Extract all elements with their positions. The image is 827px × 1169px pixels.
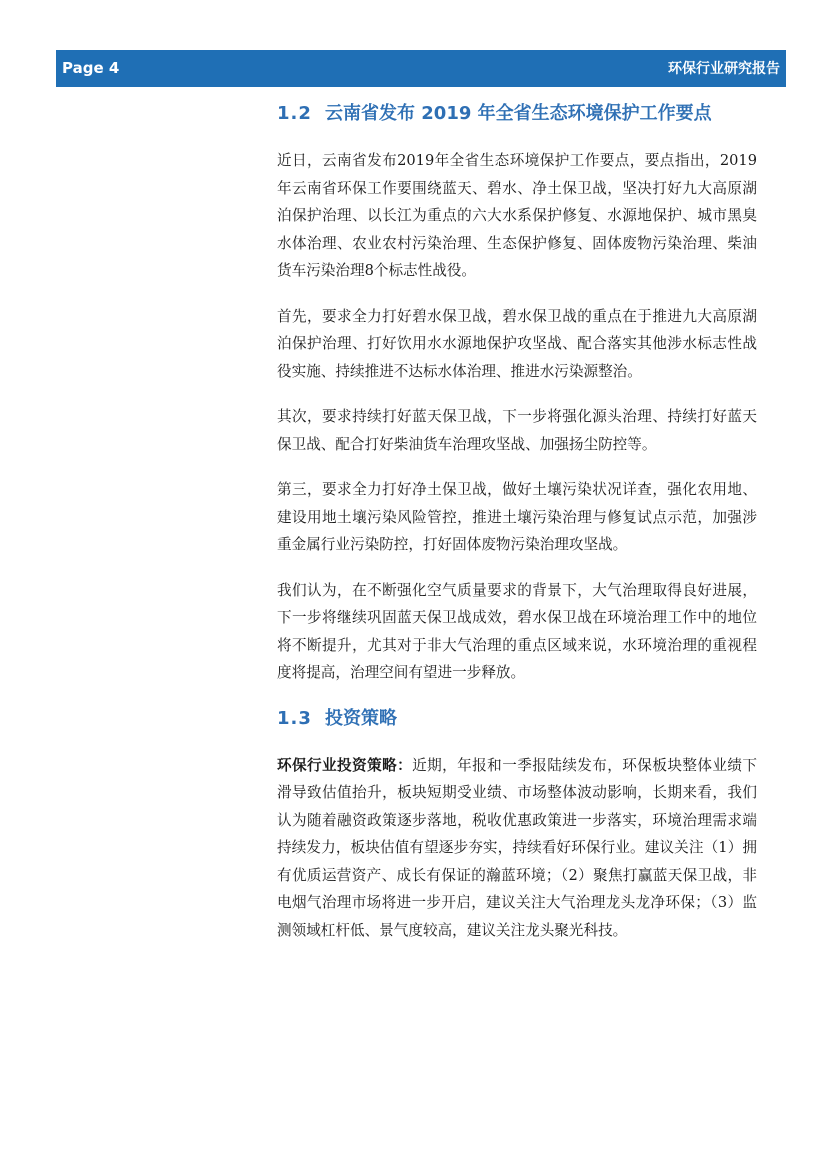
paragraph: 近日，云南省发布2019年全省生态环境保护工作要点，要点指出，2019年云南省环保工作要围绕蓝天、碧水、净土保卫战，坚决打好九大高原湖泊保护治理、以长江为重点的六大水系保护修复、水源地保护、城市黑臭水体治理、农业农村污染治理、生态保护修复、固体废物污染治理、柴油货车污染治理8个标志性战役。 xyxy=(277,152,757,279)
paragraph: 第三，要求全力打好净土保卫战，做好土壤污染状况详查，强化农用地、建设用地土壤污染风险管控，推进土壤污染治理与修复试点示范，加强涉重金属行业污染防控，打好固体废物污染治理攻坚战。 xyxy=(277,481,757,553)
section-number: 1.2 xyxy=(277,103,312,124)
paragraph: 首先，要求全力打好碧水保卫战，碧水保卫战的重点在于推进九大高原湖泊保护治理、打好饮用水水源地保护攻坚战、配合落实其他涉水标志性战役实施、持续推进不达标水体治理、推进水污染源整治。 xyxy=(277,307,757,380)
investment-strategy-paragraph xyxy=(277,752,757,945)
section-number: 1.3 xyxy=(277,707,312,729)
section-heading-1-3 xyxy=(277,705,757,732)
header-bar xyxy=(56,50,786,87)
paragraph: 我们认为，在不断强化空气质量要求的背景下，大气治理取得良好进展，下一步将继续巩固蓝天保卫战成效，碧水保卫战在环境治理工作中的地位将不断提升，尤其对于非大气治理的重点区域来说，水环境治理的重视程度将提高，治理空间有望进一步释放。 xyxy=(277,581,757,681)
page-number: Page 4 xyxy=(62,59,120,77)
section-title: 云南省发布 2019 年全省生态环境保护工作要点 xyxy=(325,103,712,124)
section-title: 投资策略 xyxy=(325,707,397,729)
section-heading-1-2 xyxy=(277,100,757,127)
paragraph: 其次，要求持续打好蓝天保卫战，下一步将强化源头治理、持续打好蓝天保卫战、配合打好柴油货车治理攻坚战、加强扬尘防控等。 xyxy=(277,408,757,453)
strategy-body: 近期，年报和一季报陆续发布，环保板块整体业绩下滑导致估值抬升，板块短期受业绩、市场整体波动影响，长期来看，我们认为随着融资政策逐步落地，税收优惠政策进一步落实，环境治理需求端持续发力，板块估值有望逐步夯实，持续看好环保行业。建议关注（1）拥有优质运营资产、成长有保证的瀚蓝环境；（2）聚焦打赢蓝天保卫战，非电烟气治理市场将进一步开启，建议关注大气治理龙头龙净环保；（3）监测领域杠杆低、景气度较高，建议关注龙头聚光科技。 xyxy=(277,756,757,939)
main-content xyxy=(277,100,757,962)
report-title: 环保行业研究报告 xyxy=(668,61,780,77)
strategy-lead: 环保行业投资策略： xyxy=(277,756,413,774)
